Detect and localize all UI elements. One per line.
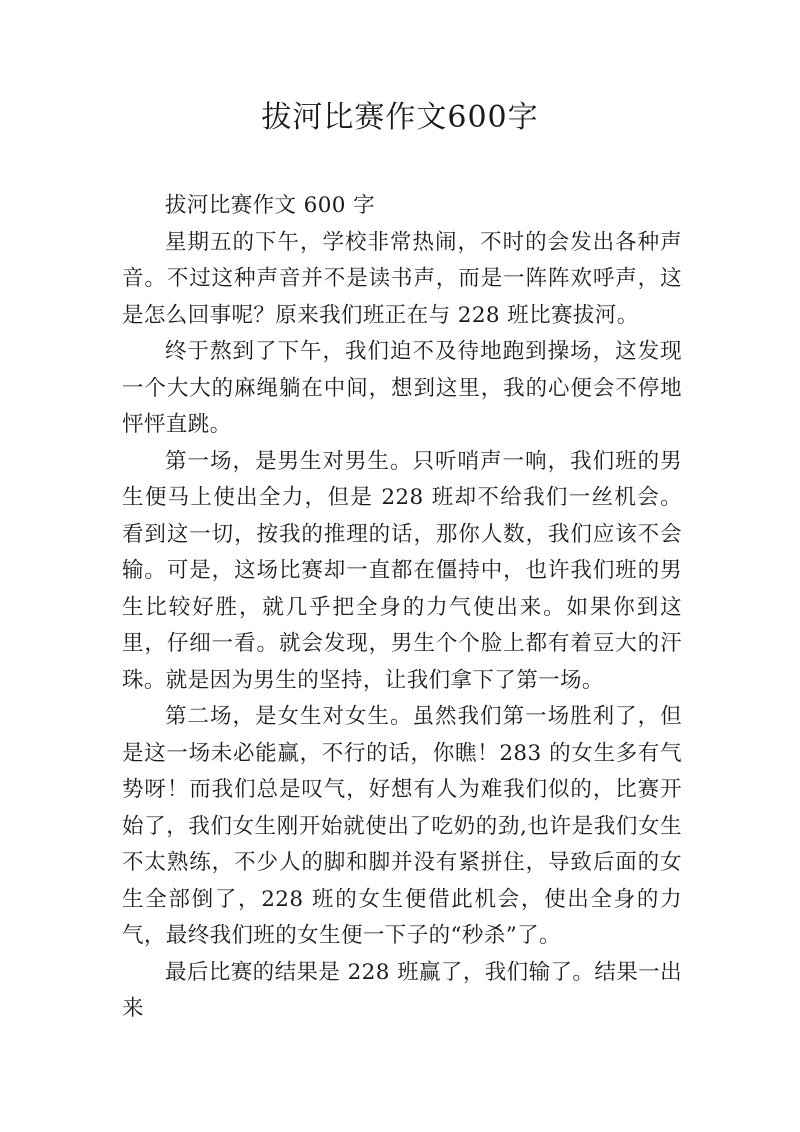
document-subtitle: 拔河比赛作文 600 字 bbox=[165, 193, 376, 218]
document-body bbox=[122, 188, 682, 1028]
document-title: 拔河比赛作文600字 bbox=[261, 100, 539, 135]
paragraph-3: 第一场，是男生对男生。只听哨声一响，我们班的男生便马上使出全力，但是 228 班却不给我们一丝机会。看到这一切，按我的推理的话，那你人数，我们应该不会输。可是，这场比赛却一直都在僵持中，也许我们班的男生比较好胜，就几乎把全身的力气使出来。如果你到这里，仔细一看。就会发现，男生个个脸上都有着豆大的汗珠。就是因为男生的坚持，让我们拿下了第一场。 bbox=[122, 448, 682, 693]
paragraph-5: 最后比赛的结果是 228 班赢了，我们输了。结果一出来 bbox=[122, 959, 682, 1021]
paragraph-4: 第二场，是女生对女生。虽然我们第一场胜利了，但是这一场未必能赢，不行的话，你瞧！283 的女生多有气势呀！而我们总是叹气，好想有人为难我们似的，比赛开始了，我们女生刚开始就使出了吃奶的劲,也许是我们女生不太熟练，不少人的脚和脚并没有紧拼住，导致后面的女生全部倒了，228 班的女生便借此机会，使出全身的力气，最终我们班的女生便一下子的“秒杀”了。 bbox=[122, 704, 682, 948]
paragraph-2: 终于熬到了下午，我们迫不及待地跑到操场，这发现一个大大的麻绳躺在中间，想到这里，我的心便会不停地怦怦直跳。 bbox=[122, 339, 682, 437]
paragraph-1: 星期五的下午，学校非常热闹，不时的会发出各种声音。不过这种声音并不是读书声，而是一阵阵欢呼声，这是怎么回事呢？原来我们班正在与 228 班比赛拔河。 bbox=[122, 229, 682, 328]
